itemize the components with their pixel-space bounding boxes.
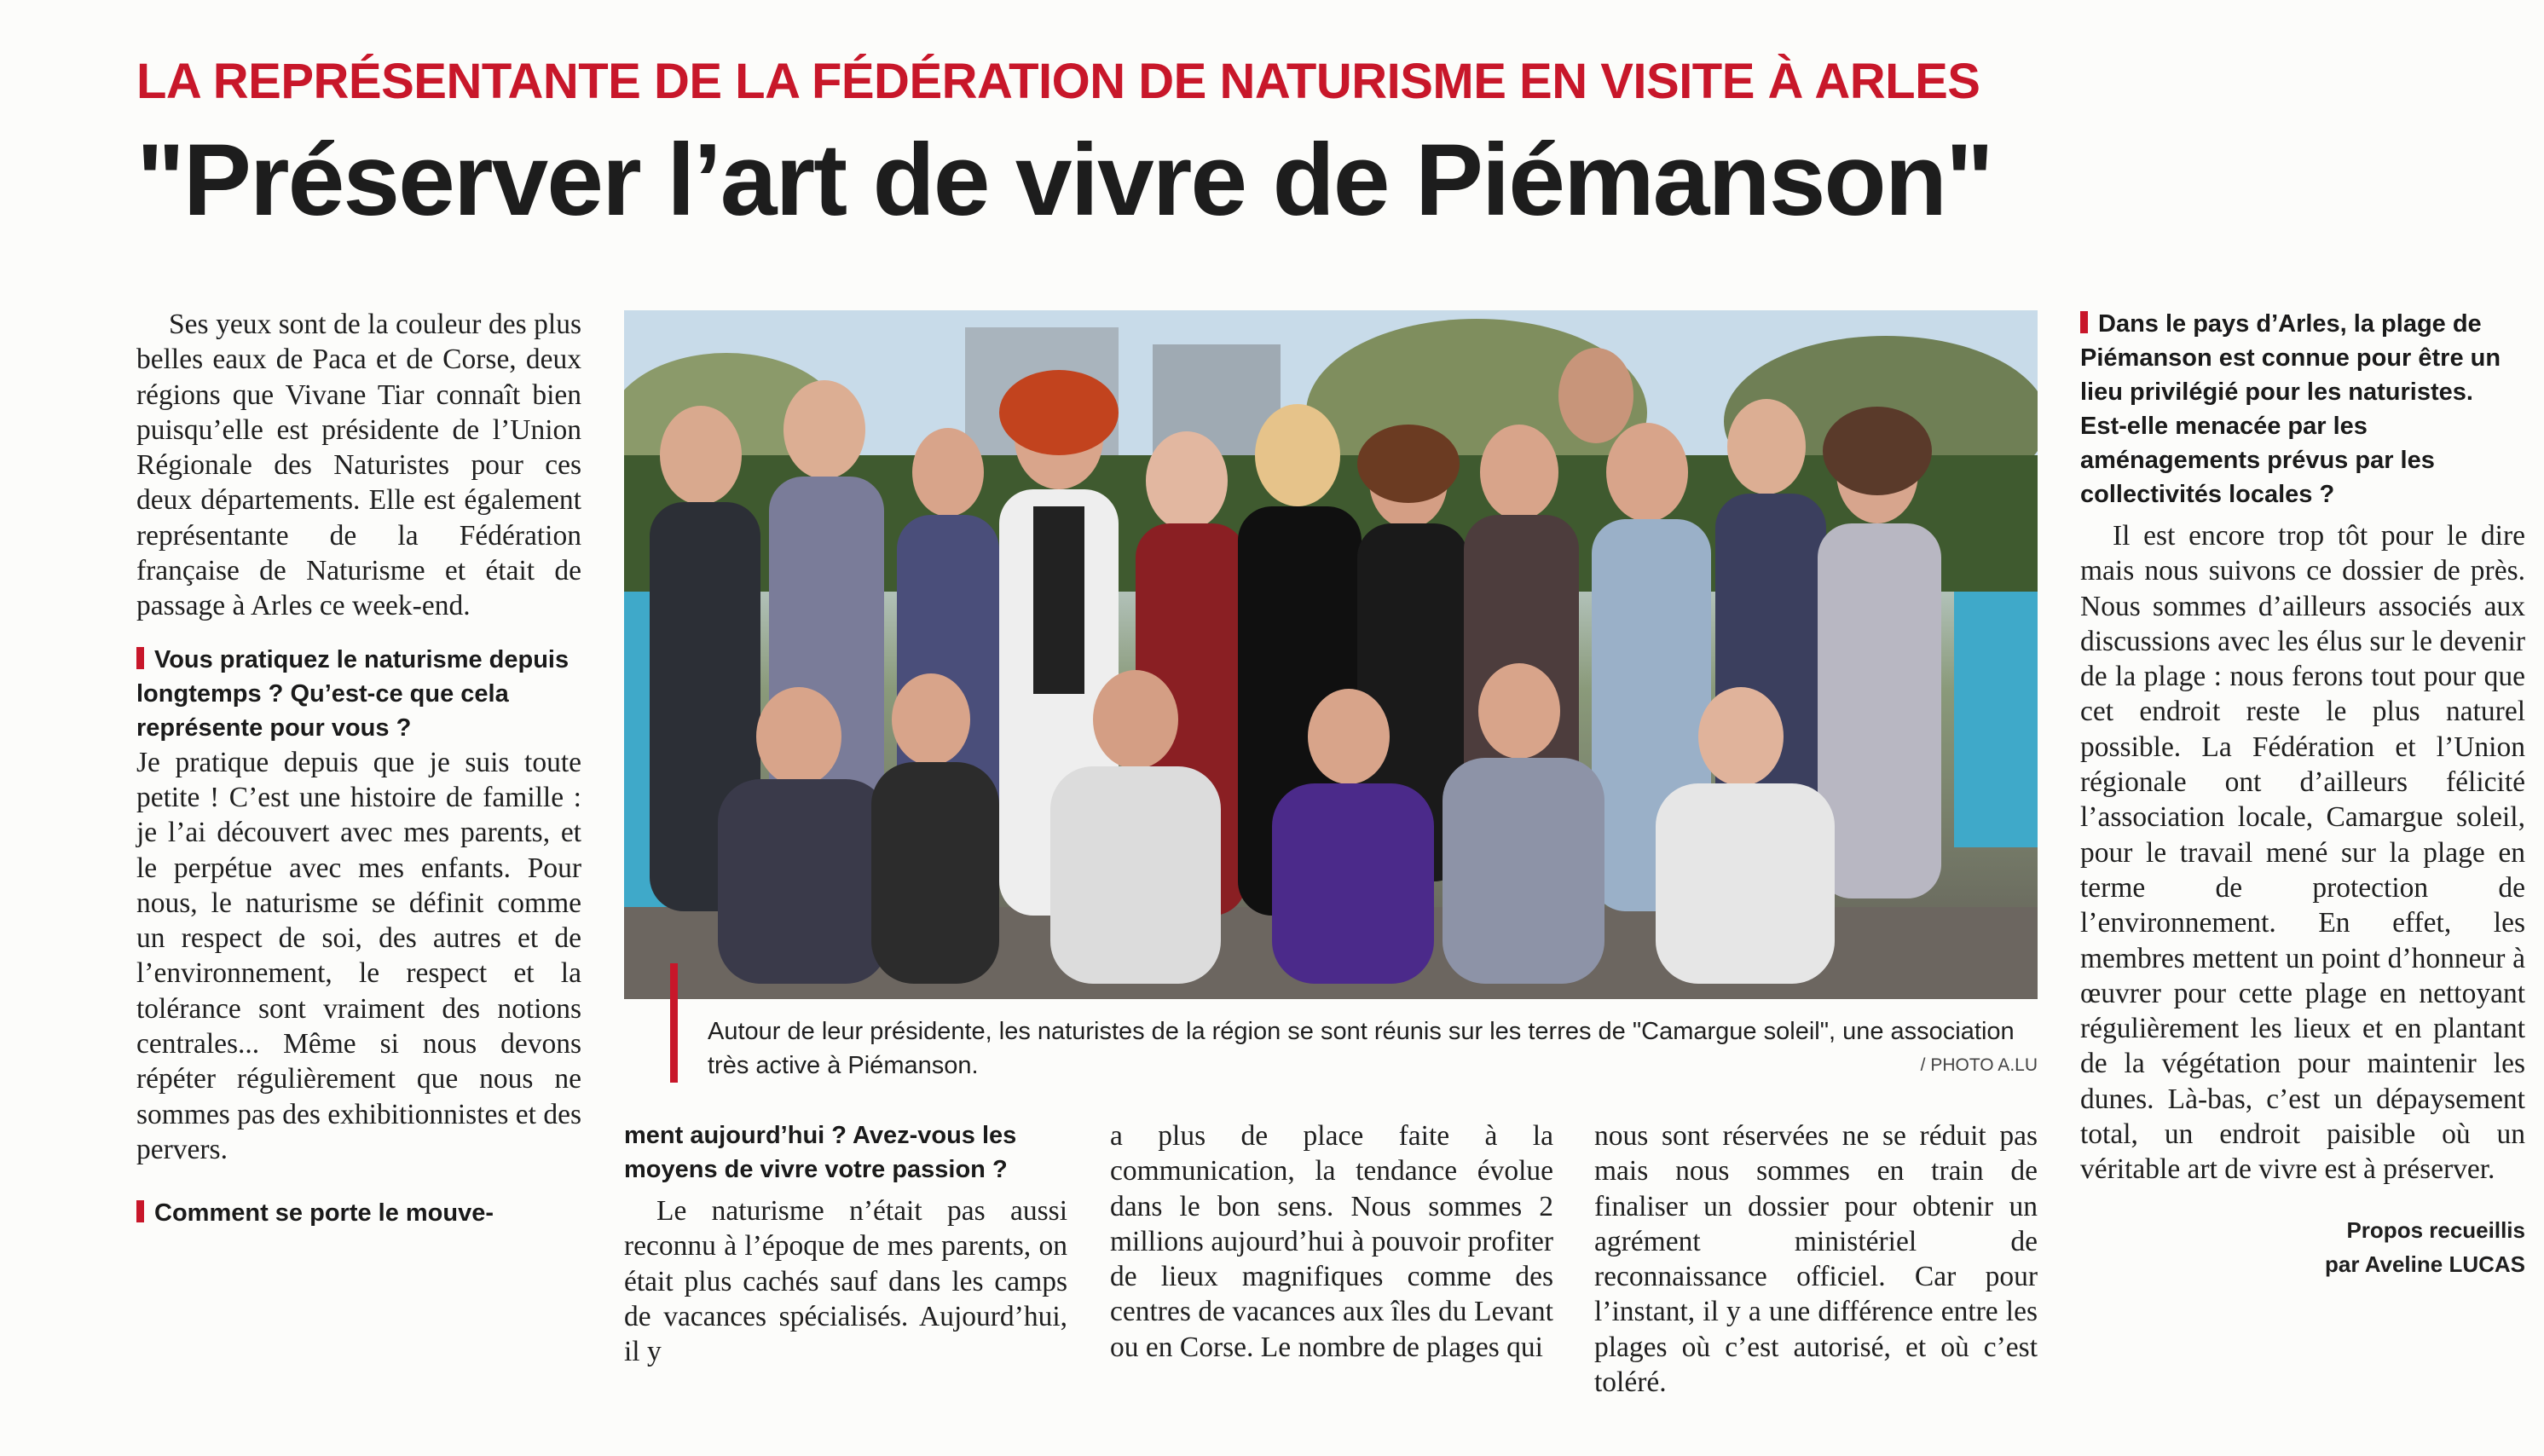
intro-paragraph: Ses yeux sont de la couleur des plus belles eaux de Paca et de Corse, deux régions que Vivane Tiar connaît bien puisqu’elle est présidente de l’Union Régionale des Naturistes pour ces deux départements. Elle est également représentante de la Fédération française de Naturisme et était de passage à Arles ce week-end. <box>136 309 581 622</box>
question-marker-icon <box>2080 311 2088 333</box>
signature <box>2080 1213 2525 1281</box>
caption-accent-bar <box>670 963 678 1083</box>
signature-line-1: Propos recueillis <box>2346 1216 2525 1243</box>
question-3 <box>2080 307 2525 511</box>
answer-2-middle: a plus de place faite à la communication, la tendance évolue dans le bon sens. Nous sommes 2 millions aujourd’hui à pouvoir profiter de lieux magnifiques comme des centres de vacances aux îles du Levant ou en Corse. Le nombre de plages qui <box>1110 1120 1553 1363</box>
group-photo <box>624 310 2038 999</box>
group-photo-illustration <box>624 310 2038 999</box>
photo-caption: Autour de leur présidente, les naturistes de la région se sont réunis sur les terres de "Camargue soleil", une association très active à Piémanson. <box>708 1018 2015 1079</box>
question-marker-icon <box>136 1200 144 1222</box>
question-1 <box>136 643 581 745</box>
article-column-4 <box>1594 1118 2038 1400</box>
article-column-3 <box>1110 1118 1553 1365</box>
question-3-text: Dans le pays d’Arles, la plage de Piémanson est connue pour être un lieu privilégié pour les naturistes. Est-elle menacée par les aménagements prévus par les collectivités locales ? <box>2080 310 2501 508</box>
photo-credit: / PHOTO A.LU <box>1920 1055 2038 1075</box>
question-2-start <box>136 1196 581 1230</box>
signature-line-2: par Aveline LUCAS <box>2324 1251 2525 1277</box>
headline: "Préserver l’art de vivre de Piémanson" <box>136 123 1992 237</box>
answer-2-start: Le naturisme n’était pas aussi reconnu à l’époque de mes parents, on était plus cachés sauf dans les camps de vacances spécialisés. Aujourd’hui, il y <box>624 1195 1067 1368</box>
answer-3: Il est encore trop tôt pour le dire mais nous suivons ce dossier de près. Nous sommes d’ailleurs associés aux discussions avec les élus sur le devenir de la plage : nous ferons tout pour que cet endroit reste le plus naturel possible. La Fédération et l’Union régionale ont d’ailleurs félicité l’association locale, Camargue soleil, pour le travail mené sur la plage en terme de protection de l’environnement. En effet, les membres mettent un point d’honneur à œuvrer pour cette plage en nettoyant régulièrement les lieux et en plantant de la végétation pour maintenir les dunes. Là-bas, c’est un dépaysement total, un endroit paisible où un véritable art de vivre est à préserver. <box>2080 520 2525 1186</box>
question-2-start-text: Comment se porte le mouve- <box>154 1199 494 1228</box>
question-marker-icon <box>136 647 144 669</box>
question-2-end: ment aujourd’hui ? Avez-vous les moyens de vivre votre passion ? <box>624 1122 1017 1183</box>
article-column-5 <box>2080 307 2525 1281</box>
answer-2-end: nous sont réservées ne se réduit pas mais nous sommes en train de finaliser un dossier pour obtenir un agrément ministériel de reconnaissance officiel. Car pour l’instant, il y a une différence entre les plages où c’est autorisé, et où c’est toléré. <box>1594 1120 2038 1399</box>
article-column-1 <box>136 307 581 1230</box>
kicker-heading: LA REPRÉSENTANTE DE LA FÉDÉRATION DE NATURISME EN VISITE À ARLES <box>136 54 1980 109</box>
question-1-text: Vous pratiquez le naturisme depuis longtemps ? Qu’est-ce que cela représente pour vous ? <box>136 645 570 742</box>
article-column-2 <box>624 1118 1067 1369</box>
answer-1: Je pratique depuis que je suis toute petite ! C’est une histoire de famille : je l’ai découvert avec mes parents, et le perpétue avec mes enfants. Pour nous, le naturisme se définit comme un respect de soi, des autres et de l’environnement, le respect et la tolérance sont vraiment des notions centrales... Même si nous devons répéter régulièrement que nous ne sommes pas des exhibitionnistes et des pervers. <box>136 746 581 1165</box>
